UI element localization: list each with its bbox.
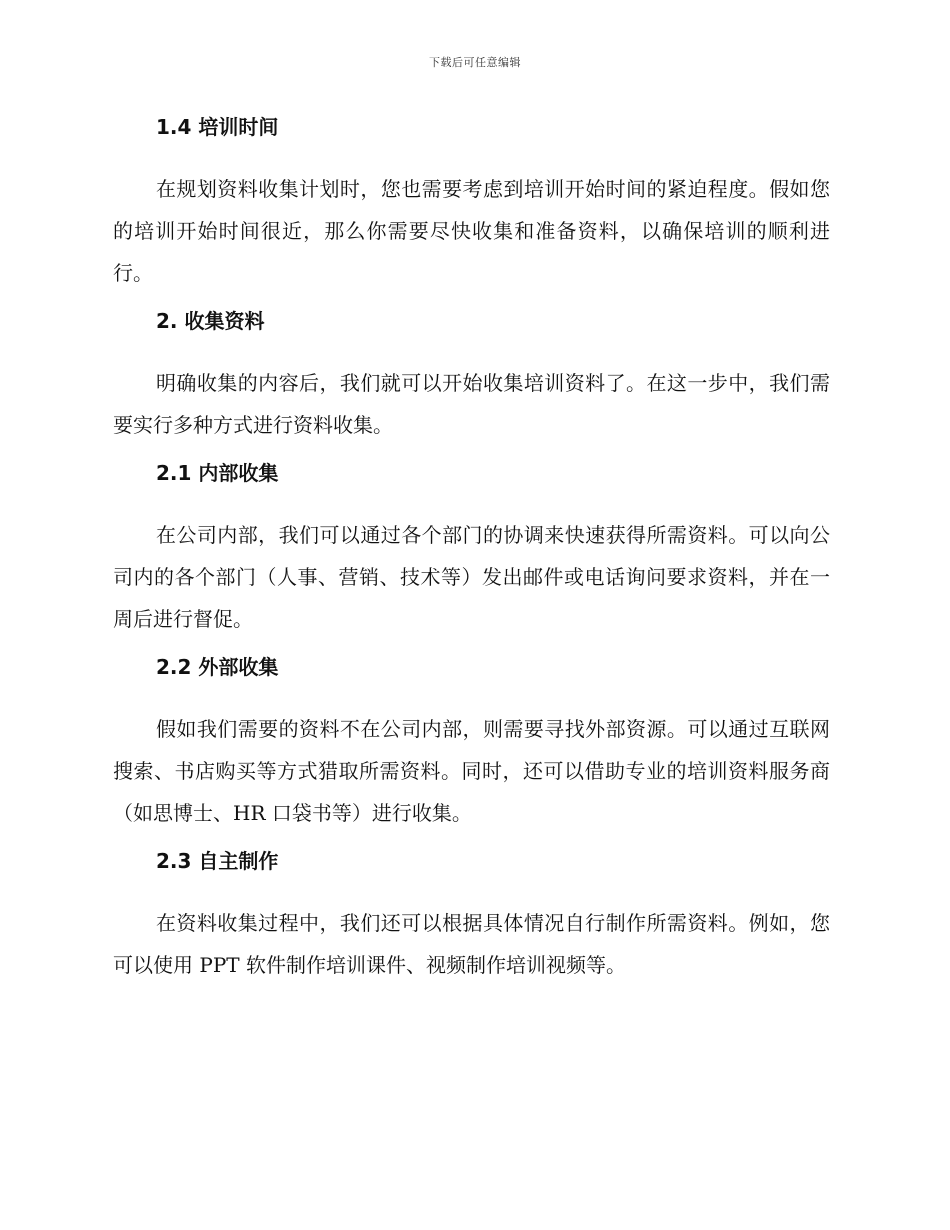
section-heading: 2.1 内部收集 (156, 461, 279, 485)
section-collect-materials (113, 306, 830, 446)
section-paragraph: 假如我们需要的资料不在公司内部，则需要寻找外部资源。可以通过互联网搜索、书店购买等方式猎取所需资料。同时，还可以借助专业的培训资料服务商（如思博士、HR 口袋书等）进行收集。 (113, 717, 830, 825)
section-paragraph: 在公司内部，我们可以通过各个部门的协调来快速获得所需资料。可以向公司内的各个部门（人事、营销、技术等）发出邮件或电话询问要求资料，并在一周后进行督促。 (113, 523, 830, 631)
section-heading: 1.4 培训时间 (156, 115, 279, 139)
section-self-production (113, 846, 830, 986)
document-body (113, 112, 830, 998)
section-paragraph: 在资料收集过程中，我们还可以根据具体情况自行制作所需资料。例如，您可以使用 PPT 软件制作培训课件、视频制作培训视频等。 (113, 911, 830, 977)
section-heading: 2. 收集资料 (156, 309, 265, 333)
section-paragraph: 在规划资料收集计划时，您也需要考虑到培训开始时间的紧迫程度。假如您的培训开始时间很近，那么你需要尽快收集和准备资料，以确保培训的顺利进行。 (113, 177, 830, 285)
section-external-collection (113, 652, 830, 834)
section-heading: 2.3 自主制作 (156, 849, 279, 873)
page-header: 下载后可任意编辑 (429, 56, 521, 69)
section-training-time (113, 112, 830, 294)
section-paragraph: 明确收集的内容后，我们就可以开始收集培训资料了。在这一步中，我们需要实行多种方式进行资料收集。 (113, 371, 830, 437)
section-heading: 2.2 外部收集 (156, 655, 279, 679)
section-internal-collection (113, 458, 830, 640)
